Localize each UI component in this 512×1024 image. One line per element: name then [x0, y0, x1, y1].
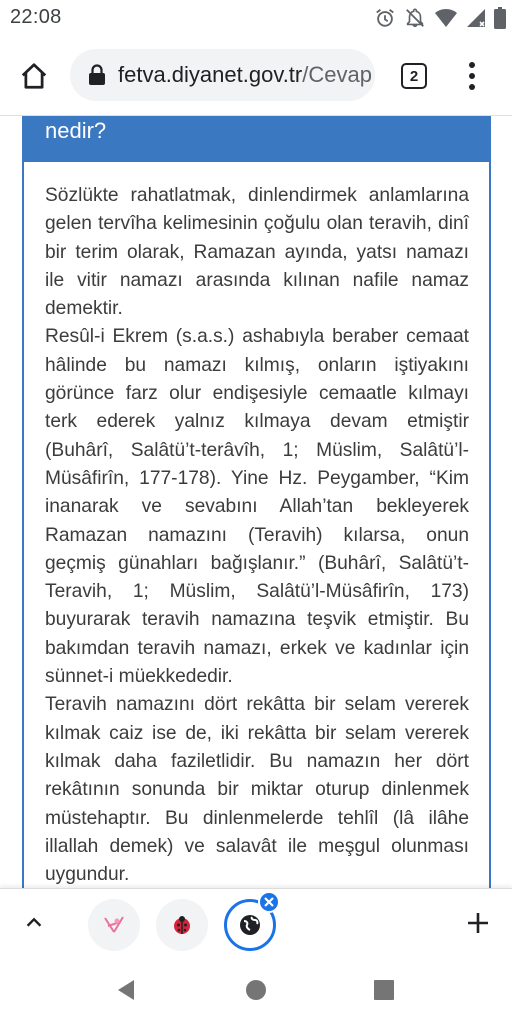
wifi-icon	[434, 7, 458, 29]
url-domain: fetva.diyanet.gov.tr	[118, 62, 303, 87]
article-paragraph: Teravih namazını dört rekâtta bir selam vererek kılmak caiz ise de, iki rekâtta bir selam vererek kılmak daha faziletlidir. Bu namazın her dört rekâtının sonunda bir miktar oturup dinlenmek müstehaptır. Bu dinlenmelerde tehlîl (lâ ilâhe illallah demek) ve salavât ile meşgul olunması uygundur.	[45, 694, 469, 886]
close-tab-button[interactable]	[258, 891, 280, 913]
url-path: /Cevap	[302, 62, 372, 87]
url-bar[interactable]	[70, 49, 375, 101]
ladybug-favicon	[171, 914, 193, 936]
browser-toolbar	[0, 36, 512, 116]
chevron-up-button[interactable]	[18, 907, 50, 939]
article-card	[22, 116, 491, 888]
status-time: 22:08	[10, 6, 62, 28]
alarm-icon	[374, 7, 396, 29]
more-vert-icon[interactable]	[458, 56, 486, 96]
status-bar	[0, 0, 512, 36]
globe-favicon	[238, 913, 262, 937]
close-icon	[263, 896, 275, 908]
home-icon	[19, 61, 49, 91]
article-paragraph: Sözlükte rahatlatmak, dinlendirmek anlamlarına gelen tervîha kelimesinin çoğulu olan teravih, dinî bir terim olarak, Ramazan ayında, yatsı namazı ile vitir namazı arasında kılınan nafile namaz demektir.	[45, 185, 469, 320]
tab-thumbnail-1[interactable]	[88, 899, 140, 951]
cell-signal-icon	[466, 7, 486, 29]
url-text	[118, 62, 372, 88]
tab-thumbnail-2[interactable]	[156, 899, 208, 951]
back-triangle-icon	[114, 978, 138, 1002]
home-circle-icon	[244, 978, 268, 1002]
home-button[interactable]	[14, 56, 54, 96]
chevron-up-icon	[23, 912, 45, 934]
nav-home-button[interactable]	[242, 976, 270, 1004]
system-nav-bar	[0, 956, 512, 1024]
plus-icon	[466, 911, 490, 935]
tab-switcher-button[interactable]	[398, 60, 430, 92]
new-tab-button[interactable]	[462, 907, 494, 939]
battery-icon	[494, 7, 506, 29]
pink-logo-favicon	[101, 912, 127, 938]
nav-back-button[interactable]	[112, 976, 140, 1004]
status-icons	[374, 6, 506, 30]
tab-strip	[0, 888, 512, 956]
article-paragraph: Resûl-i Ekrem (s.a.s.) ashabıyla beraber cemaat hâlinde bu namazı kılmış, onların iştiyakını görünce farz olur endişesiyle cemaatle kılmayı terk ederek yalnız kılmaya devam etmiştir (Buhârî, Salâtü’t-terâvîh, 1; Müslim, Salâtü’l-Müsâfirîn, 177-178). Yine Hz. Peygamber, “Kim inanarak ve sevabını Allah’tan bekleyerek Ramazan namazını (Teravih) kılarsa, onun geçmiş günahları bağışlanır.” (Buhârî, Salâtü’t-Teravih, 1; Müslim, Salâtü’l-Müsâfirîn, 173) buyurarak teravih namazına teşvik etmiştir. Bu bakımdan teravih namazı, erkek ve kadınlar için sünnet-i müekkededir.	[45, 326, 469, 688]
recents-square-icon	[373, 979, 395, 1001]
tab-count: 2	[401, 63, 427, 89]
nav-recents-button[interactable]	[370, 976, 398, 1004]
article-heading: nedir?	[24, 116, 489, 162]
lock-icon	[88, 64, 106, 86]
article-body	[24, 162, 489, 888]
page-content	[0, 116, 512, 888]
notifications-off-icon	[404, 7, 426, 29]
